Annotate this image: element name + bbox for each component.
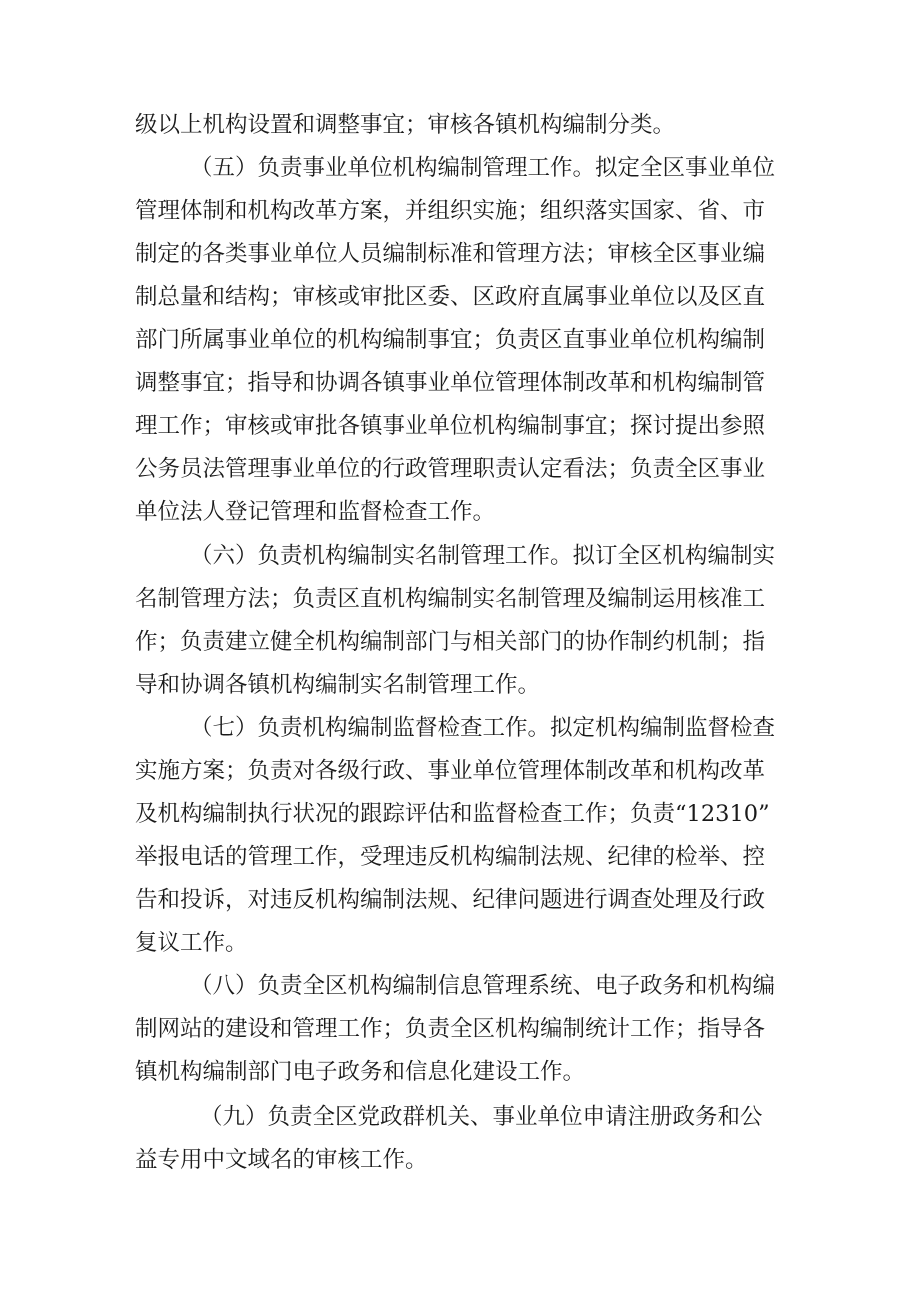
text-line: 名制管理方法；负责区直机构编制实名制管理及编制运用核准工 bbox=[135, 586, 766, 612]
text-line: 镇机构编制部门电子政务和信息化建设工作。 bbox=[135, 1059, 586, 1085]
text-line: 公务员法管理事业单位的行政管理职责认定看法；负责全区事业 bbox=[135, 456, 766, 482]
text-line: 作；负责建立健全机构编制部门与相关部门的协作制约机制；指 bbox=[135, 629, 766, 655]
text-line: 管理体制和机构改革方案，并组织实施；组织落实国家、省、市 bbox=[135, 198, 766, 224]
text-line: 告和投诉，对违反机构编制法规、纪律问题进行调查处理及行政 bbox=[135, 887, 766, 913]
text-line: 实施方案；负责对各级行政、事业单位管理体制改革和机构改革 bbox=[135, 758, 766, 784]
text-line: 调整事宜；指导和协调各镇事业单位管理体制改革和机构编制管 bbox=[135, 370, 766, 396]
text-line: （六）负责机构编制实名制管理工作。拟订全区机构编制实 bbox=[190, 543, 776, 569]
text-line: （八）负责全区机构编制信息管理系统、电子政务和机构编 bbox=[190, 973, 776, 999]
text-line: 部门所属事业单位的机构编制事宜；负责区直事业单位机构编制 bbox=[135, 327, 766, 353]
text-line: 导和协调各镇机构编制实名制管理工作。 bbox=[135, 672, 541, 698]
text-line: 及机构编制执行状况的跟踪评估和监督检查工作；负责“12310” bbox=[135, 801, 770, 827]
text-line: 制总量和结构；审核或审批区委、区政府直属事业单位以及区直 bbox=[135, 284, 766, 310]
text-line: （五）负责事业单位机构编制管理工作。拟定全区事业单位 bbox=[190, 155, 776, 181]
text-line: 举报电话的管理工作，受理违反机构编制法规、纪律的检举、控 bbox=[135, 844, 766, 870]
text-line: 制网站的建设和管理工作；负责全区机构编制统计工作；指导各 bbox=[135, 1016, 766, 1042]
text-line: （九）负责全区党政群机关、事业单位申请注册政务和公 bbox=[200, 1104, 763, 1130]
text-line: 单位法人登记管理和监督检查工作。 bbox=[135, 499, 496, 525]
text-line: 益专用中文域名的审核工作。 bbox=[135, 1147, 428, 1173]
text-line: 理工作；审核或审批各镇事业单位机构编制事宜；探讨提出参照 bbox=[135, 413, 766, 439]
text-line: 级以上机构设置和调整事宜；审核各镇机构编制分类。 bbox=[135, 112, 676, 138]
text-line: 复议工作。 bbox=[135, 930, 248, 956]
text-line: 制定的各类事业单位人员编制标准和管理方法；审核全区事业编 bbox=[135, 241, 766, 267]
text-line: （七）负责机构编制监督检查工作。拟定机构编制监督检查 bbox=[190, 715, 776, 741]
